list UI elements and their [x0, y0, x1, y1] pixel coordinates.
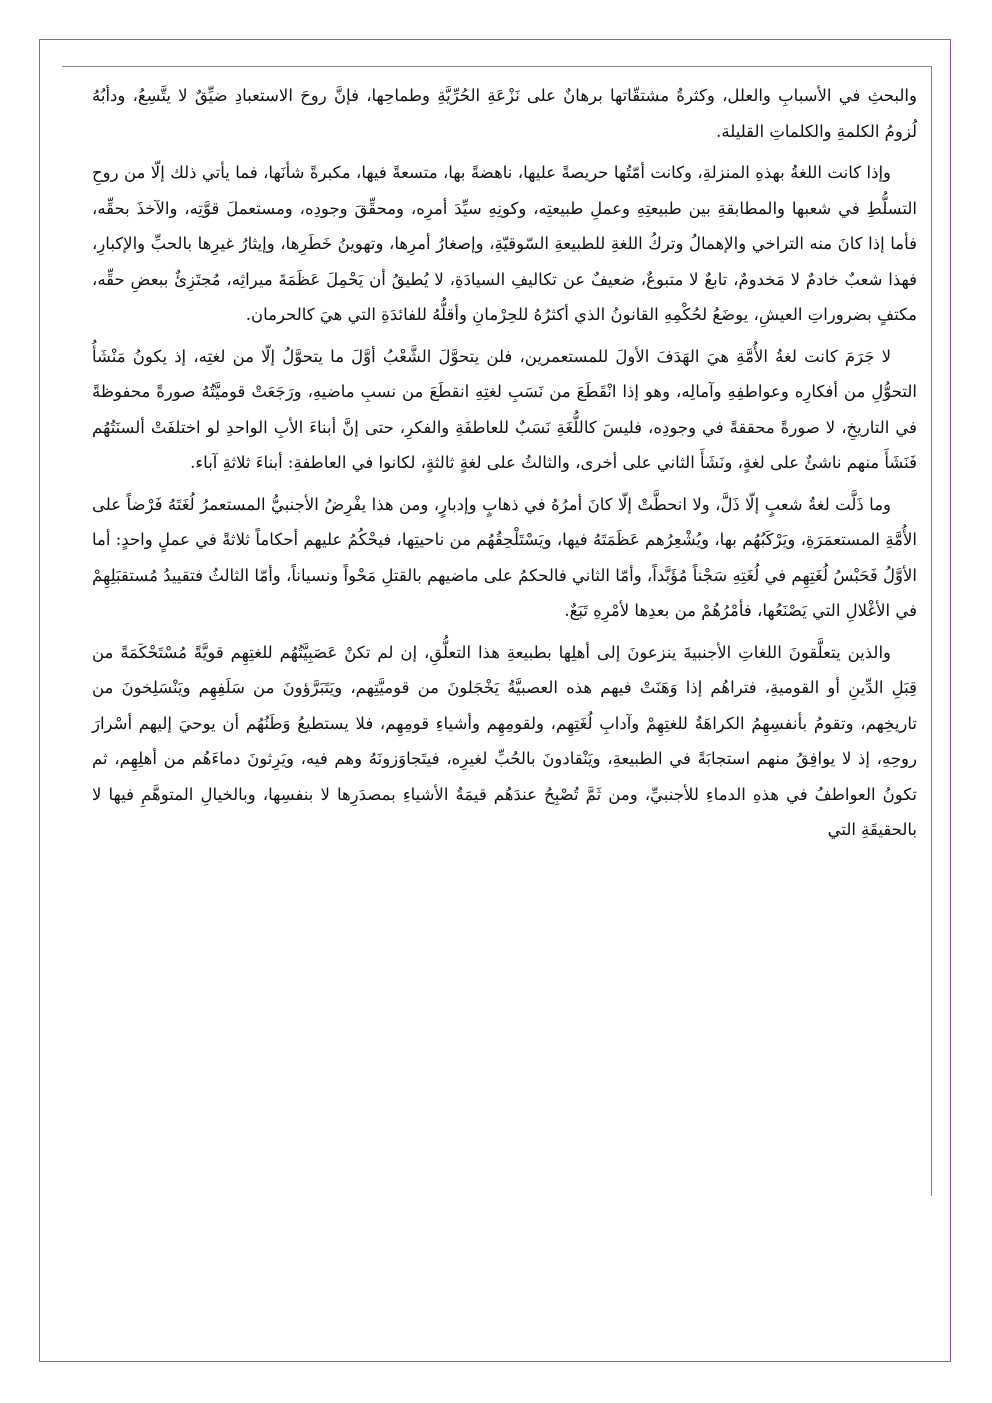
paragraph-2: وإذا كانت اللغةُ بهذهِ المنزلةِ، وكانت أمّتُها حريصةً عليها، ناهضةً بها، متسعةً فيها، مكبرةً شأنَها، فما يأتي ذلك إلّا من روحِ التسلُّطِ في شعبها والمطابقةِ بين طبيعتِهِ وعملِ طبيعتِه، وكونِهِ سيِّدَ أمرِه، ومحقِّقَ وجودِه، ومستعملَ قوَّتِه، والآخذَ بحقِّه، فأما إذا كانَ منه التراخي والإهمالُ وتركُ اللغةِ للطبيعةِ السّوقيّةِ، وإصغارُ أمرِها، وتهوينُ خَطَرِها، وإيثارُ غيرِها بالحبِّ والإكبارِ، فهذا شعبٌ خادمٌ لا مَخدومٌ، تابعٌ لا متبوعٌ، ضعيفٌ عن تكاليفِ السيادَةِ، لا يُطيقُ أن يَحْمِلَ عَظَمَةَ ميراثِه، مُجتَزِئٌ ببعضِ حقِّه، مكتفٍ بضروراتِ العيشِ، يوضَعُ لحُكْمِهِ القانونُ الذي أكثرُهُ للحِرْمانِ وأقلُّهُ للفائدَةِ التي هيَ كالحرمان. — [92, 163, 917, 324]
paragraph-4: وما ذَلَّت لغةُ شعبٍ إلّا ذَلَّ، ولا انحطَّتْ إلّا كانَ أمرُهُ في ذهابٍ وإدبارٍ، ومن هذا يفْرِضُ الأجنبيُّ المستعمرُ لُغَتَهُ فَرْضاً على الأُمَّةِ المستعمَرَةِ، ويَرْكَبُهُم بها، ويُشْعِرُهم عَظَمَتَهُ فيها، ويَسْتَلْحِقُهُم من ناحيتِها، فيحْكُمُ عليهم أحكاماً ثلاثةً في عملٍ واحدٍ: أما الأوَّلُ فَحَبْسُ لُغَتِهِم في لُغَتِهِ سَجْناً مُؤَبَّداً، وأمّا الثاني فالحكمُ على ماضيهم بالقتلِ مَحْواً ونسياناً، وأمّا الثالثُ فتقييدُ مُستقبَلِهِمْ في الأغْلالِ التي يَصْنَعُها، فأمْرُهُمْ من بعدِها لأمْرِهِ تَبَعٌ. — [92, 494, 917, 620]
document-body — [92, 78, 917, 854]
margin-rule — [931, 66, 932, 1196]
paragraph-1: والبحثِ في الأسبابِ والعلل، وكثرةُ مشتقّاتها برهانٌ على نَزْعَةِ الحُرِّيَّةِ وطماحِها، فإنَّ روحَ الاستعبادِ ضيِّقٌ لا يتَّسِعُ، ودأبُهُ لُزومُ الكلمةِ والكلماتِ القليلة. — [92, 86, 917, 141]
paragraph-3: لا جَرَمَ كانت لغةُ الأُمَّةِ هيَ الهَدَفَ الأولَ للمستعمرين، فلن يتحوَّلَ الشَّعْبُ أوَّلَ ما يتحوَّلُ إلّا من لغتِه، إذ يكونُ مَنْشَأُ التحوُّلِ من أفكارِه وعواطفِهِ وآمالِه، وهو إذا انْقَطَعَ من نَسَبِ لغتِهِ انقطَعَ من نسبِ ماضيهِ، ورَجَعَتْ قوميَّتُهُ صورةً محفوظةً في التاريخِ، لا صورةً محققةً في وجودِه، فليسَ كاللُّغَةِ نَسَبٌ للعاطفَةِ والفكرِ، حتى إنَّ أبناءَ الأبِ الواحدِ لو اختلفَتْ ألسنَتُهُم فَنَشَأَ منهم ناشئٌ على لغةٍ، ونَشَأَ الثاني على أخرى، والثالثُ على لغةٍ ثالثةٍ، لكانوا في العاطفةِ: أبناءَ ثلاثةِ آباء. — [92, 346, 917, 472]
header-rule — [62, 66, 932, 67]
paragraph-5: والذين يتعلَّقونَ اللغاتِ الأجنبيةَ ينزعونَ إلى أهلِها بطبيعةِ هذا التعلُّقِ، إن لم تكنْ عَصَبِيَّتُهُم للغتِهِم قويَّةً مُسْتَحْكَمَةً من قِبَلِ الدِّينِ أو القوميةِ، فتراهُم إذا وَهَنَتْ فيهم هذه العصبيَّةُ يَخْجَلونَ من قوميَّتِهم، ويَتَبَرَّؤونَ من سَلَفِهِم ويَنْسَلِخونَ من تاريخِهم، وتقومُ بأنفسِهِمُ الكراهَةُ للغتِهِمْ وآدابِ لُغَتِهِم، ولقومِهِم وأشياءِ قومِهِم، فلا يستطيعُ وَطَنُهُم أن يوحيَ إليهم أسْرارَ روحِهِ، إذ لا يوافِقُ منهم استجابَةً في الطبيعةِ، ويَنْقادونَ بالحُبِّ لغيرِه، فيتَجاوَزونَهُ وهم فيه، ويَرِثونَ دماءَهُم من أهلِهِم، ثم تكونُ العواطفُ في هذهِ الدماءِ للأجنبيِّ، ومن ثَمَّ تُصْبِحُ عندَهُم قيمَةُ الأشياءِ بمصدَرِها لا بنفسِها، وبالخيالِ المتوهَّمِ فيها لا بالحقيقَةِ التي — [92, 642, 917, 839]
